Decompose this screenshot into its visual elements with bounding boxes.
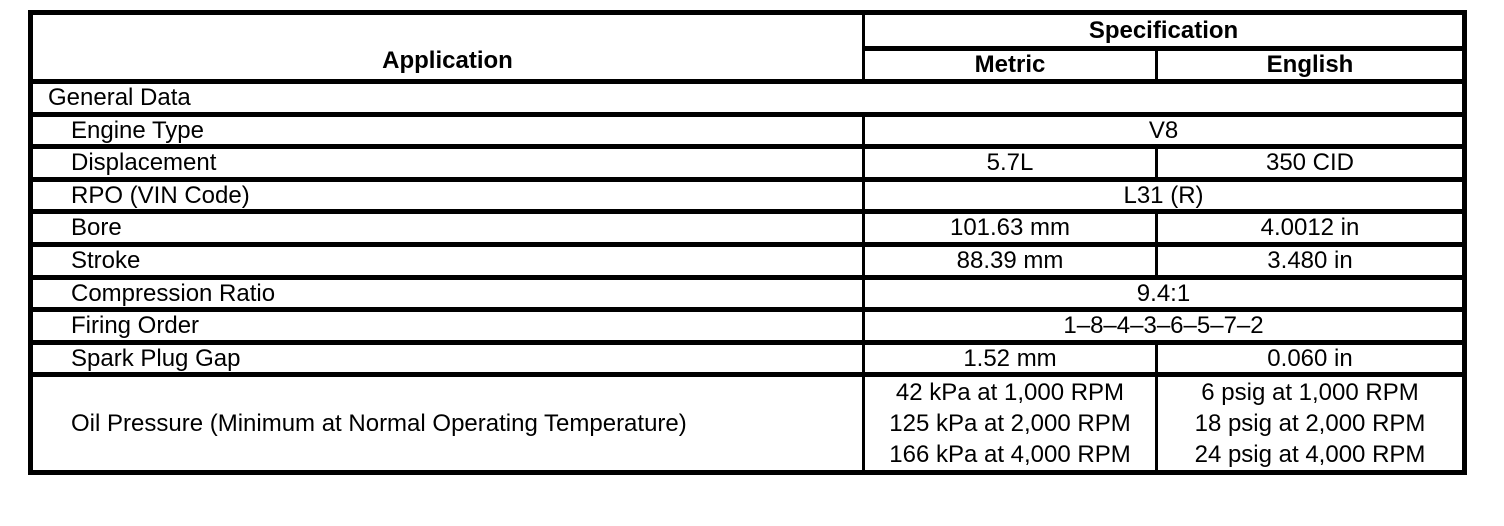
header-application: Application: [31, 13, 864, 82]
row-label: Firing Order: [31, 310, 864, 343]
row-bore: [31, 212, 1465, 245]
section-title: General Data: [31, 82, 1465, 115]
row-firing-order: [31, 310, 1465, 343]
english-value: 4.0012 in: [1157, 212, 1465, 245]
metric-line-1: 42 kPa at 1,000 RPM: [895, 379, 1125, 407]
row-label: Displacement: [31, 147, 864, 180]
spec-value-span: V8: [864, 114, 1465, 147]
row-oil-pressure: [31, 375, 1465, 473]
spec-value-span: 1–8–4–3–6–5–7–2: [864, 310, 1465, 343]
spec-value-span: L31 (R): [864, 179, 1465, 212]
header-row-specification: [31, 13, 1465, 49]
header-metric: Metric: [864, 49, 1157, 82]
row-label: Spark Plug Gap: [31, 342, 864, 375]
header-english: English: [1157, 49, 1465, 82]
metric-value-multiline: [864, 375, 1157, 473]
row-compression-ratio: [31, 277, 1465, 310]
english-line-1: 6 psig at 1,000 RPM: [1201, 379, 1419, 407]
row-label: Compression Ratio: [31, 277, 864, 310]
row-rpo-vin-code: [31, 179, 1465, 212]
english-value-multiline: [1157, 375, 1465, 473]
engine-specifications-table: [28, 10, 1467, 475]
row-label: Oil Pressure (Minimum at Normal Operating Temperature): [31, 375, 864, 473]
english-value: 350 CID: [1157, 147, 1465, 180]
header-specification: Specification: [864, 13, 1465, 49]
row-spark-plug-gap: [31, 342, 1465, 375]
table-header: [31, 13, 1465, 82]
metric-line-3: 166 kPa at 4,000 RPM: [889, 441, 1131, 469]
english-line-3: 24 psig at 4,000 RPM: [1194, 441, 1426, 469]
english-value: 0.060 in: [1157, 342, 1465, 375]
section-row-general-data: [31, 82, 1465, 115]
row-label: Bore: [31, 212, 864, 245]
row-label: Engine Type: [31, 114, 864, 147]
row-engine-type: [31, 114, 1465, 147]
metric-line-2: 125 kPa at 2,000 RPM: [889, 410, 1131, 438]
spec-value-span: 9.4:1: [864, 277, 1465, 310]
metric-value: 88.39 mm: [864, 244, 1157, 277]
row-displacement: [31, 147, 1465, 180]
english-line-2: 18 psig at 2,000 RPM: [1194, 410, 1426, 438]
row-label: Stroke: [31, 244, 864, 277]
metric-value: 1.52 mm: [864, 342, 1157, 375]
row-label: RPO (VIN Code): [31, 179, 864, 212]
metric-value: 5.7L: [864, 147, 1157, 180]
row-stroke: [31, 244, 1465, 277]
metric-value: 101.63 mm: [864, 212, 1157, 245]
english-value: 3.480 in: [1157, 244, 1465, 277]
